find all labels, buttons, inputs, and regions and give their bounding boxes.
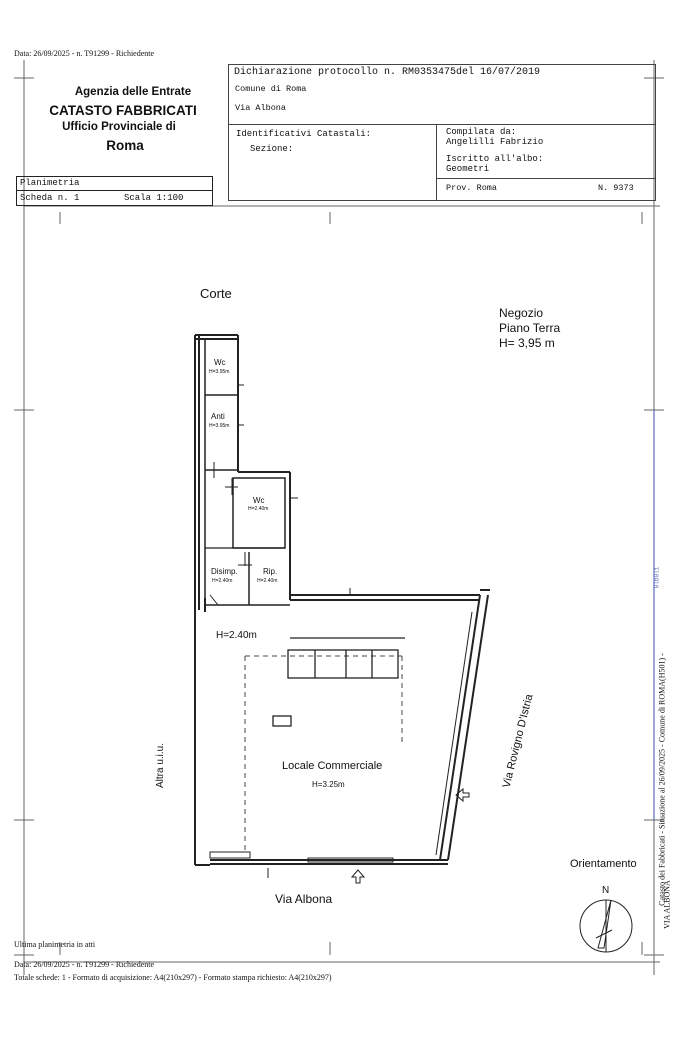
declaration-text: Dichiarazione protocollo n. RM0353475del 16/07/2019 xyxy=(234,67,541,78)
h240-label: H=2.40m xyxy=(216,630,257,641)
iscritto-label: Iscritto all'albo: xyxy=(446,154,544,164)
via-albona-label: Via Albona xyxy=(275,892,333,906)
numero-text: N. 9373 xyxy=(598,183,634,193)
ultima-planimetria: Ultima planimetria in atti xyxy=(14,940,96,949)
room-rip-height: H=2.40m xyxy=(257,578,278,584)
corte-label: Corte xyxy=(200,286,232,301)
room-wc-1-height: H=3.95m xyxy=(209,369,230,375)
negozio-label: Negozio xyxy=(499,306,544,320)
side-text-line1: Catasto dei Fabbricati - Situazione al 26/09/2025 - Comune di ROMA(H501) - xyxy=(657,653,667,906)
sezione-label: Sezione: xyxy=(250,144,294,154)
altra-uiu-label: Altra u.i.u. xyxy=(155,742,167,789)
room-wc-2-name: Wc xyxy=(253,496,265,505)
scala-label: Scala 1:100 xyxy=(124,193,184,203)
orientamento-label: Orientamento xyxy=(570,858,637,870)
comune-text: Comune di Roma xyxy=(235,84,307,94)
piano-label: Piano Terra xyxy=(499,321,561,335)
side-stamp: 0lb0l1 xyxy=(653,566,661,589)
catasto-title: CATASTO FABBRICATI xyxy=(49,103,197,118)
compilata-label: Compilata da: xyxy=(446,127,517,137)
identificativi-label: Identificativi Catastali: xyxy=(236,129,372,139)
via-text: Via Albona xyxy=(235,103,287,113)
room-anti-height: H=3.95m xyxy=(209,423,230,429)
locale-label: Locale Commerciale xyxy=(282,760,383,772)
agency-name: Agenzia delle Entrate xyxy=(74,86,192,98)
scheda-label: Scheda n. 1 xyxy=(20,193,80,203)
iscritto-value: Geometri xyxy=(446,164,490,174)
room-wc-1-name: Wc xyxy=(214,358,226,367)
room-disimp-name: Disimp. xyxy=(211,567,238,576)
planimetria-title: Planimetria xyxy=(20,178,80,188)
room-rip-name: Rip. xyxy=(263,567,278,576)
room-anti-name: Anti xyxy=(211,412,225,421)
locale-height: H=3.25m xyxy=(312,780,345,789)
negozio-height: H= 3,95 m xyxy=(499,336,555,350)
footer-data: Data: 26/09/2025 - n. T91299 - Richiedente xyxy=(14,960,155,969)
ufficio-city: Roma xyxy=(106,138,144,153)
compilata-name: Angelilli Fabrizio xyxy=(446,137,544,147)
room-disimp-height: H=2.40m xyxy=(212,578,233,584)
top-note: Data: 26/09/2025 - n. T91299 - Richiedente xyxy=(14,49,155,58)
north-label: N xyxy=(602,885,610,896)
via-rovigno-label: Via Rovigno D'Istria xyxy=(500,692,536,790)
footer-totale: Totale schede: 1 - Formato di acquisizione: A4(210x297) - Formato stampa richiesto: A4(210x297) xyxy=(14,973,332,982)
prov-text: Prov. Roma xyxy=(446,183,498,193)
side-text-line2: VIA ALBONA xyxy=(662,880,672,929)
ufficio-label: Ufficio Provinciale di xyxy=(62,121,176,133)
room-wc-2-height: H=2.40m xyxy=(248,506,269,512)
